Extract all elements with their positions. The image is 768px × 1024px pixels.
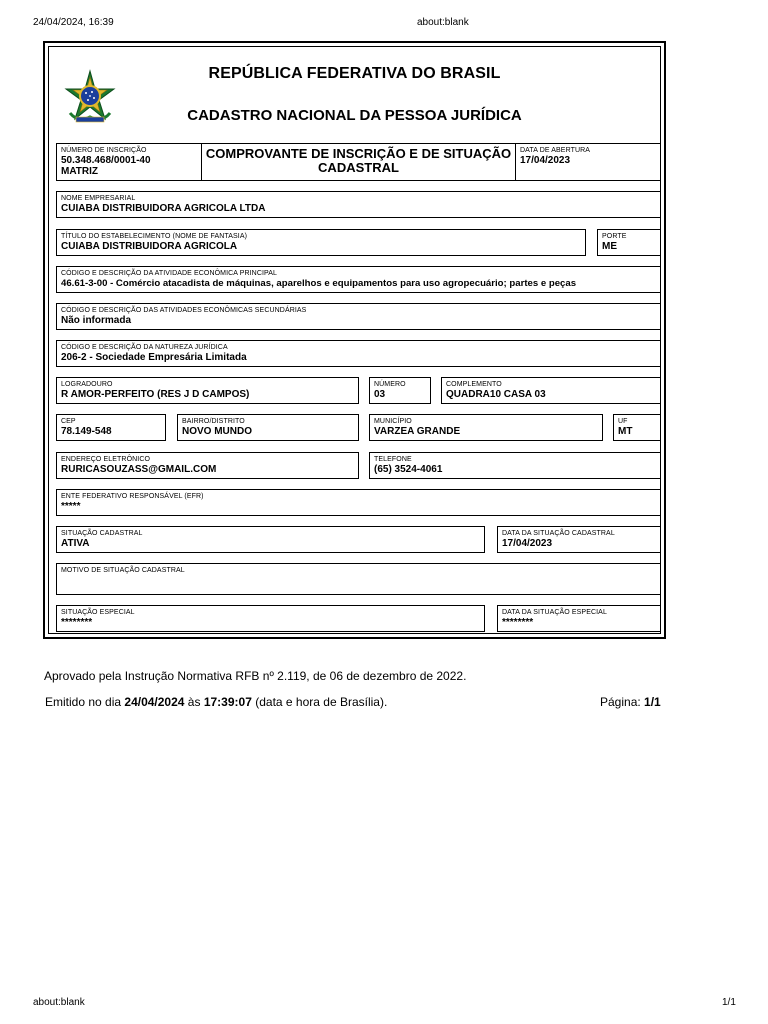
field-atividades-secundarias	[56, 303, 661, 330]
field-nome-fantasia	[56, 229, 586, 256]
field-value: VARZEA GRANDE	[374, 426, 461, 437]
field-numero	[369, 377, 431, 404]
emission-prefix: Emitido no dia	[45, 695, 122, 709]
field-municipio	[369, 414, 603, 441]
field-efr	[56, 489, 661, 516]
field-label: NÚMERO	[374, 381, 406, 388]
field-label: DATA DA SITUAÇÃO ESPECIAL	[502, 609, 607, 616]
field-value: NOVO MUNDO	[182, 426, 252, 437]
field-situacao-cadastral	[56, 526, 485, 553]
field-natureza-juridica	[56, 340, 661, 367]
field-porte	[597, 229, 661, 256]
field-email	[56, 452, 359, 479]
inscricao-type: MATRIZ	[61, 166, 99, 177]
field-label: UF	[618, 418, 628, 425]
certificate-title: COMPROVANTE DE INSCRIÇÃO E DE SITUAÇÃO CADASTRAL	[205, 146, 512, 175]
emission-middle: às	[187, 695, 201, 709]
field-value: RURICASOUZASS@GMAIL.COM	[61, 464, 217, 475]
certificate-title-box	[201, 143, 516, 181]
field-label: NÚMERO DE INSCRIÇÃO	[61, 147, 147, 154]
field-value: Não informada	[61, 315, 132, 326]
print-footer-url: about:blank	[33, 997, 85, 1008]
document-inner-frame	[48, 46, 661, 634]
field-bairro	[177, 414, 359, 441]
print-datetime: 24/04/2024, 16:39	[33, 17, 114, 28]
emission-time: 17:39:07	[203, 695, 252, 709]
field-motivo-situacao	[56, 563, 661, 595]
field-value: (65) 3524-4061	[374, 464, 443, 475]
page-indicator	[600, 695, 661, 709]
field-label: ENDEREÇO ELETRÔNICO	[61, 456, 151, 463]
field-cep	[56, 414, 166, 441]
field-label: NOME EMPRESARIAL	[61, 195, 136, 202]
field-telefone	[369, 452, 661, 479]
field-value: ME	[602, 241, 617, 252]
field-value: QUADRA10 CASA 03	[446, 389, 546, 400]
field-value: *****	[61, 501, 81, 512]
field-value: 78.149-548	[61, 426, 112, 437]
field-label: COMPLEMENTO	[446, 381, 502, 388]
inscricao-number: 50.348.468/0001-40	[61, 155, 151, 166]
field-label: CÓDIGO E DESCRIÇÃO DA ATIVIDADE ECONÔMICA PRINCIPAL	[61, 270, 278, 277]
field-logradouro	[56, 377, 359, 404]
document-title: REPÚBLICA FEDERATIVA DO BRASIL	[208, 65, 501, 82]
field-label: PORTE	[602, 233, 627, 240]
field-value: ********	[502, 617, 534, 628]
field-label: SITUAÇÃO CADASTRAL	[61, 530, 143, 537]
field-value: 206-2 - Sociedade Empresária Limitada	[61, 352, 247, 363]
field-value: R AMOR-PERFEITO (RES J D CAMPOS)	[61, 389, 250, 400]
approval-note: Aprovado pela Instrução Normativa RFB nº 2.119, de 06 de dezembro de 2022.	[44, 669, 467, 683]
field-value: 46.61-3-00 - Comércio atacadista de máquinas, aparelhos e equipamentos para uso agropecuário; partes e peças	[61, 278, 577, 289]
field-label: CÓDIGO E DESCRIÇÃO DA NATUREZA JURÍDICA	[61, 344, 228, 351]
field-label: ENTE FEDERATIVO RESPONSÁVEL (EFR)	[61, 493, 204, 500]
field-label: TELEFONE	[374, 456, 412, 463]
field-label: SITUAÇÃO ESPECIAL	[61, 609, 135, 616]
field-value: 17/04/2023	[502, 538, 553, 549]
page-label: Página:	[600, 695, 641, 709]
field-inscricao	[56, 143, 202, 181]
field-value: CUIABA DISTRIBUIDORA AGRICOLA	[61, 241, 238, 252]
field-label: CÓDIGO E DESCRIÇÃO DAS ATIVIDADES ECONÔMICAS SECUNDÁRIAS	[61, 307, 307, 314]
print-url: about:blank	[417, 17, 469, 28]
emission-suffix: (data e hora de Brasília).	[255, 695, 388, 709]
field-value: MT	[618, 426, 633, 437]
page-value: 1/1	[644, 695, 661, 709]
field-label: DATA DA SITUAÇÃO CADASTRAL	[502, 530, 615, 537]
emission-date: 24/04/2024	[124, 695, 185, 709]
field-value: CUIABA DISTRIBUIDORA AGRICOLA LTDA	[61, 203, 266, 214]
field-complemento	[441, 377, 661, 404]
field-uf	[613, 414, 661, 441]
document-subtitle: CADASTRO NACIONAL DA PESSOA JURÍDICA	[187, 107, 522, 124]
field-situacao-especial	[56, 605, 485, 632]
field-label: BAIRRO/DISTRITO	[182, 418, 245, 425]
field-nome-empresarial	[56, 191, 661, 218]
field-label: LOGRADOURO	[61, 381, 113, 388]
field-label: MOTIVO DE SITUAÇÃO CADASTRAL	[61, 567, 185, 574]
cnpj-document	[43, 41, 666, 639]
field-data-situacao-especial	[497, 605, 661, 632]
emission-line	[45, 695, 387, 709]
field-label: DATA DE ABERTURA	[520, 147, 591, 154]
print-footer-page: 1/1	[722, 997, 736, 1008]
field-data-situacao	[497, 526, 661, 553]
field-label: CEP	[61, 418, 76, 425]
field-atividade-principal	[56, 266, 661, 293]
field-label: MUNICÍPIO	[374, 418, 412, 425]
field-value: ********	[61, 617, 93, 628]
field-value: 03	[374, 389, 386, 400]
field-value: 17/04/2023	[520, 155, 571, 166]
field-label: TÍTULO DO ESTABELECIMENTO (NOME DE FANTASIA)	[61, 233, 248, 240]
field-data-abertura	[515, 143, 661, 181]
field-value: ATIVA	[61, 538, 90, 549]
